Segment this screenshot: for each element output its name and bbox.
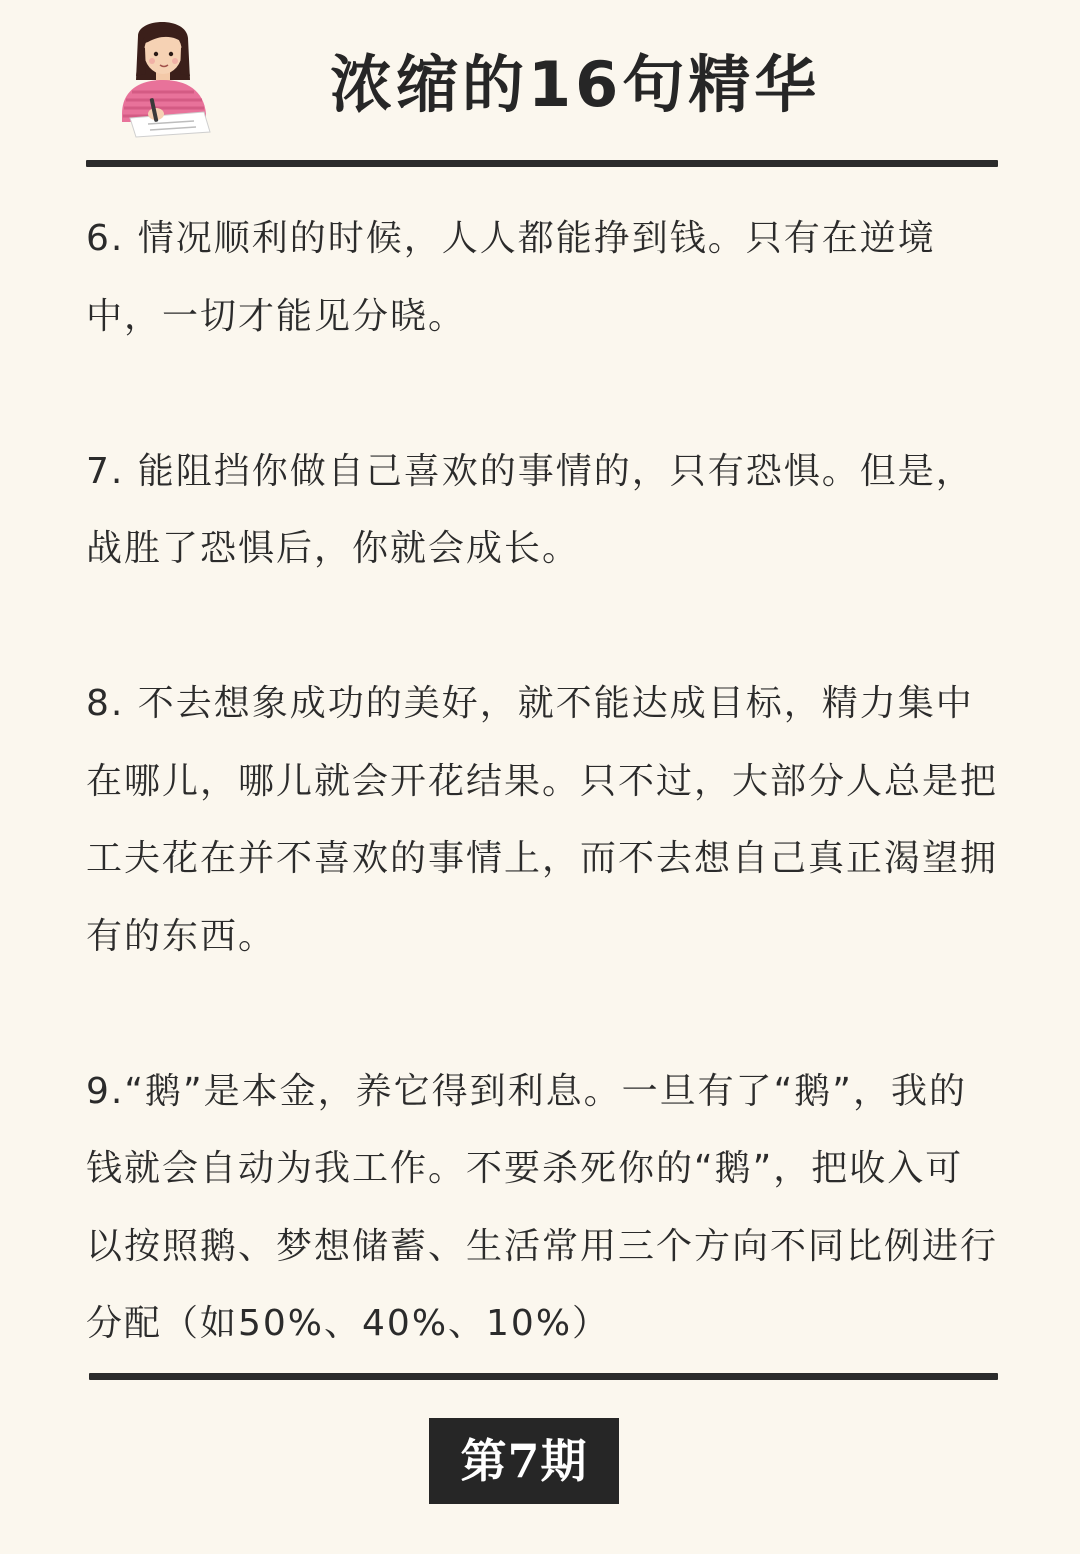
tips-list bbox=[86, 200, 998, 1363]
tip-8: 8. 不去想象成功的美好，就不能达成目标，精力集中在哪儿，哪儿就会开花结果。只不过，大部分人总是把工夫花在并不喜欢的事情上，而不去想自己真正渴望拥有的东西。 bbox=[86, 683, 999, 957]
issue-badge: 第7期 bbox=[429, 1418, 619, 1504]
tip-6: 6. 情况顺利的时候，人人都能挣到钱。只有在逆境中，一切才能见分晓。 bbox=[86, 218, 936, 337]
page-title: 浓缩的16句精华 bbox=[330, 48, 821, 121]
tip-7: 7. 能阻挡你做自己喜欢的事情的，只有恐惧。但是，战胜了恐惧后，你就会成长。 bbox=[86, 450, 974, 569]
tip-9: 9.“鹅”是本金，养它得到利息。一旦有了“鹅”，我的钱就会自动为我工作。不要杀死你的“鹅”，把收入可以按照鹅、梦想储蓄、生活常用三个方向不同比例进行分配（如50%、40%、10%） bbox=[86, 1070, 999, 1344]
girl-writing-illustration bbox=[100, 14, 230, 139]
top-divider bbox=[86, 160, 998, 167]
header bbox=[0, 0, 1080, 160]
bottom-divider bbox=[89, 1373, 998, 1380]
